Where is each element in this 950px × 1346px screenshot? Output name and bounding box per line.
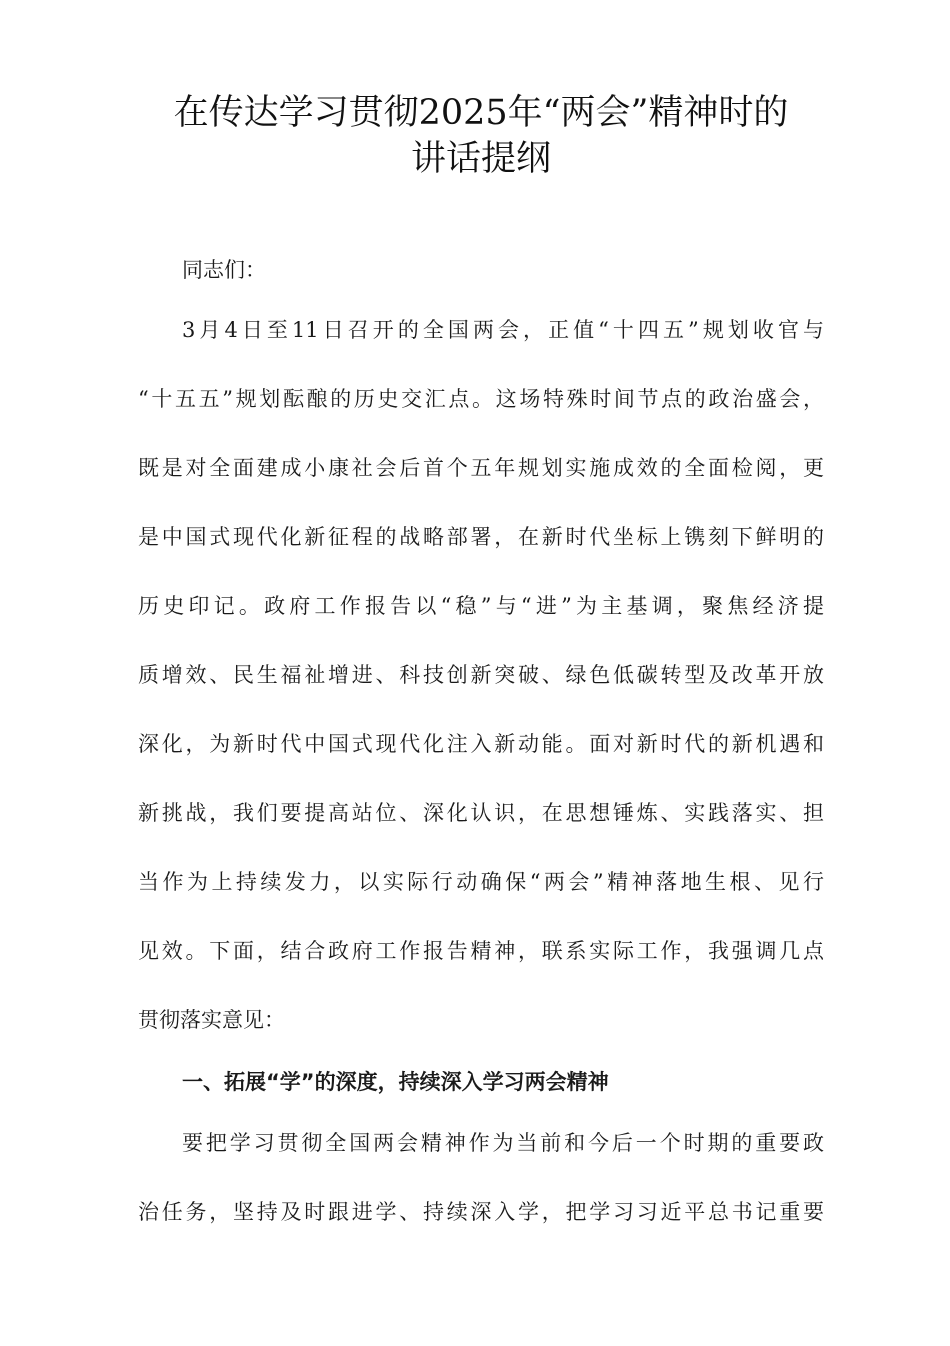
section-heading-1: 一、拓展“学”的深度，持续深入学习两会精神: [182, 1070, 609, 1094]
paragraph-1-line-7: 深化，为新时代中国式现代化注入新动能。面对新时代的新机遇和: [138, 732, 824, 756]
salutation: 同志们：: [182, 258, 266, 282]
title-line-1: 在传达学习贯彻2025年“两会”精神时的: [173, 93, 789, 133]
paragraph-1-line-9: 当作为上持续发力，以实际行动确保“两会”精神落地生根、见行: [138, 870, 824, 894]
paragraph-1-line-1: 3月4日至11日召开的全国两会，正值“十四五”规划收官与: [182, 318, 824, 342]
paragraph-1-line-8: 新挑战，我们要提高站位、深化认识，在思想锤炼、实践落实、担: [138, 801, 824, 825]
paragraph-1-line-2: “十五五”规划酝酿的历史交汇点。这场特殊时间节点的政治盛会，: [138, 387, 824, 411]
paragraph-1-line-5: 历史印记。政府工作报告以“稳”与“进”为主基调，聚焦经济提: [138, 594, 824, 618]
paragraph-1-line-3: 既是对全面建成小康社会后首个五年规划实施成效的全面检阅，更: [138, 456, 824, 480]
paragraph-1-line-11: 贯彻落实意见：: [138, 1008, 285, 1032]
paragraph-2-line-2: 治任务，坚持及时跟进学、持续深入学，把学习习近平总书记重要: [138, 1200, 824, 1224]
paragraph-2-line-1: 要把学习贯彻全国两会精神作为当前和今后一个时期的重要政: [182, 1131, 824, 1155]
paragraph-1-line-4: 是中国式现代化新征程的战略部署，在新时代坐标上镌刻下鲜明的: [138, 525, 824, 549]
paragraph-1-line-10: 见效。下面，结合政府工作报告精神，联系实际工作，我强调几点: [138, 939, 824, 963]
document-title: [138, 90, 824, 182]
paragraph-1-line-6: 质增效、民生福祉增进、科技创新突破、绿色低碳转型及改革开放: [138, 663, 824, 687]
title-line-2: 讲话提纲: [410, 139, 551, 179]
